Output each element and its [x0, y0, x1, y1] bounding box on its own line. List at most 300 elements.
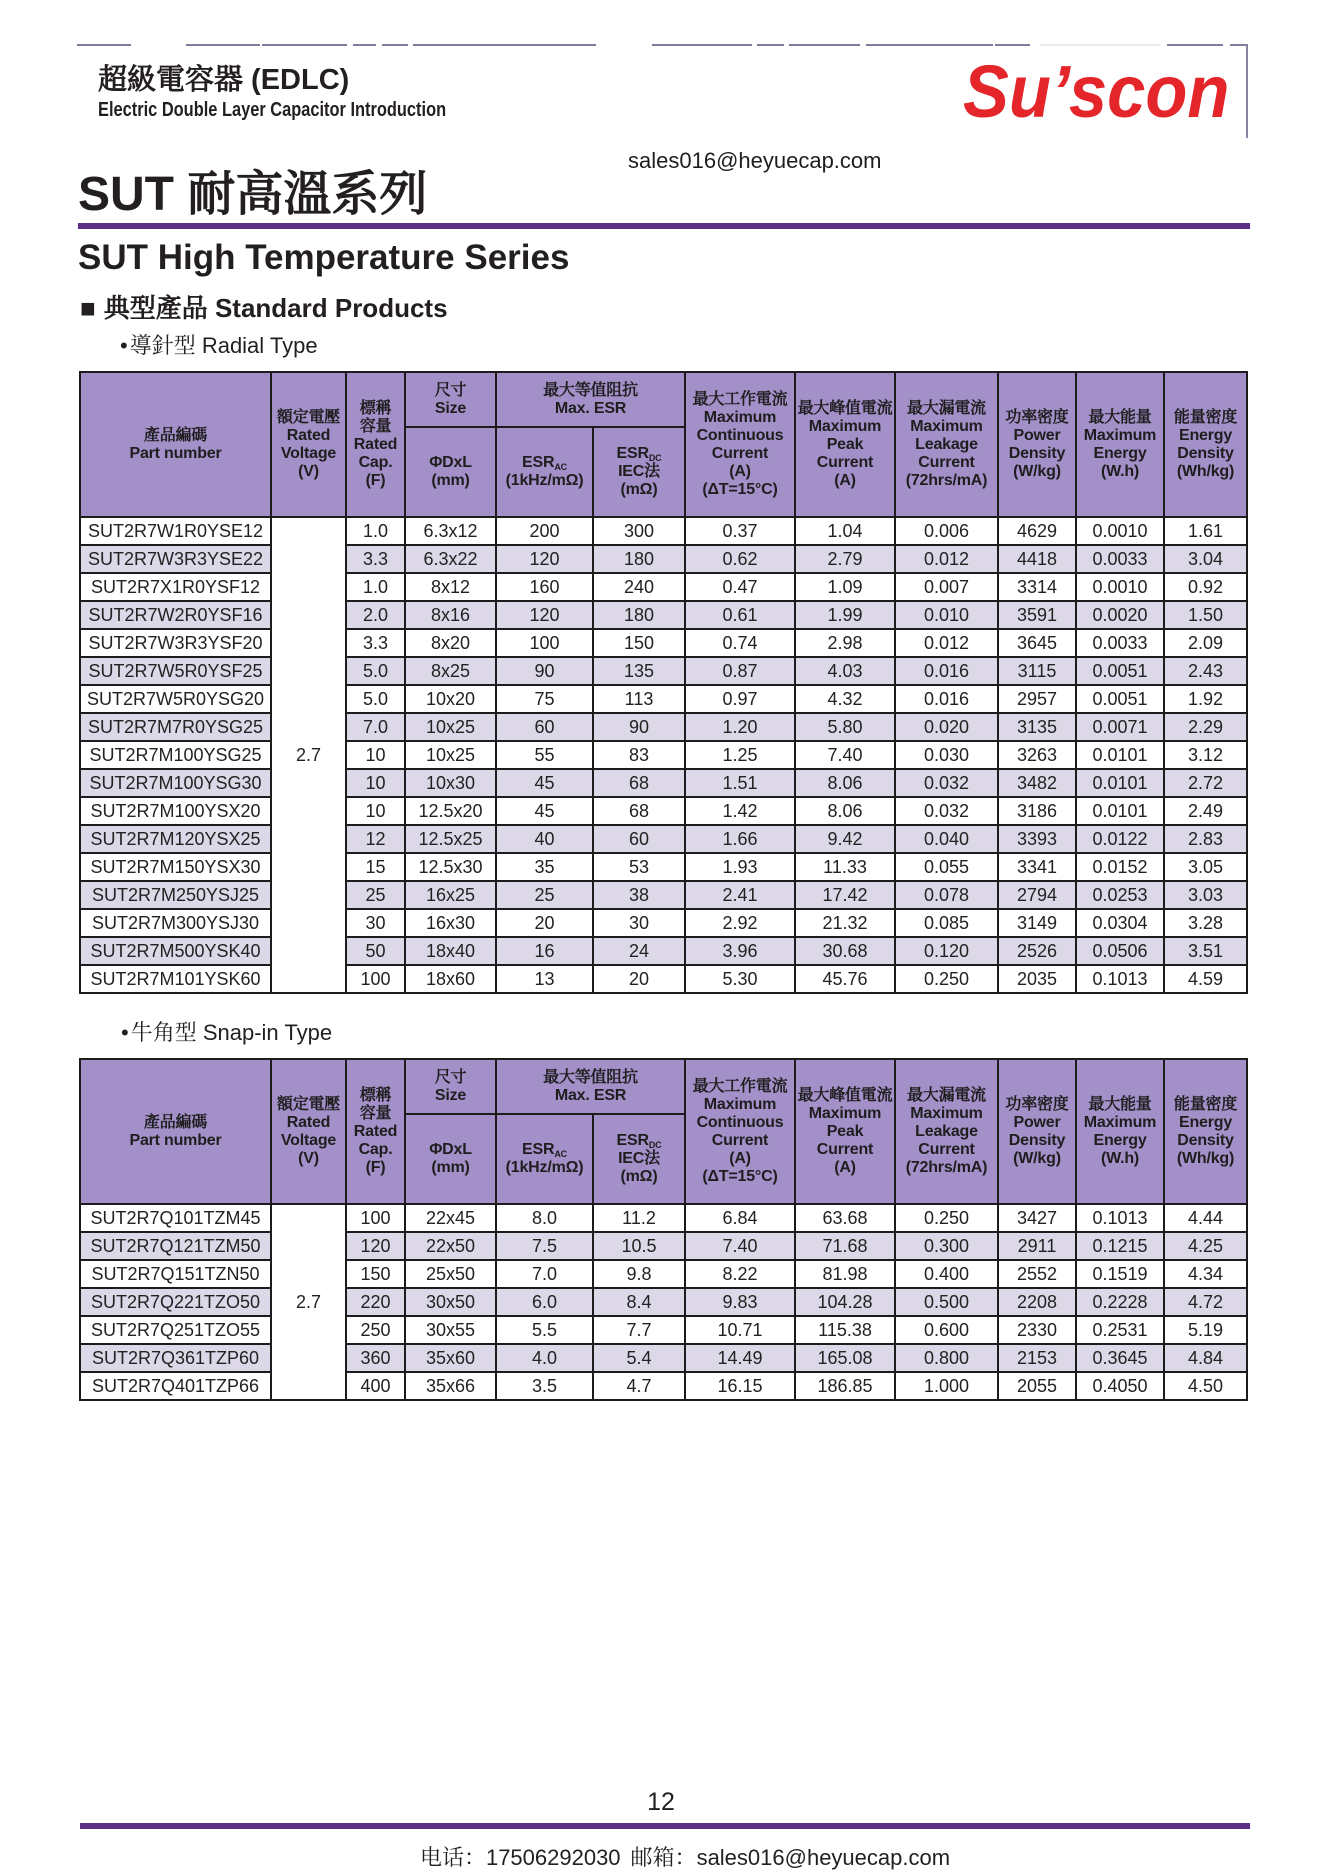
header-label: Maximum	[1083, 426, 1157, 444]
esr-ac: 7.5	[496, 1232, 593, 1260]
max-energy: 0.0010	[1076, 573, 1164, 601]
header-label: (72hrs/mA)	[905, 471, 988, 489]
rule-segment	[1040, 44, 1160, 46]
peak-current: 30.68	[795, 937, 895, 965]
header-label: Maximum	[910, 417, 983, 435]
header-label: Rated	[286, 426, 331, 444]
capacitance: 12	[346, 825, 405, 853]
power-density: 2153	[998, 1344, 1076, 1372]
esr-dc: 180	[593, 601, 685, 629]
rule-segment	[77, 44, 131, 46]
continuous-current: 8.22	[685, 1260, 795, 1288]
header-label: (W.h)	[1100, 1149, 1140, 1167]
energy-density: 1.92	[1164, 685, 1247, 713]
energy-density: 2.29	[1164, 713, 1247, 741]
max-energy: 0.0101	[1076, 769, 1164, 797]
power-density: 3186	[998, 797, 1076, 825]
power-density: 2957	[998, 685, 1076, 713]
header-label: 最大能量	[1088, 408, 1152, 426]
header-label: (A)	[729, 1149, 751, 1167]
phone-number: 17506292030	[485, 1845, 621, 1870]
leakage-current: 0.020	[895, 713, 998, 741]
header-label: (mΩ)	[620, 1168, 658, 1185]
continuous-current: 0.62	[685, 545, 795, 573]
esr-ac: 120	[496, 601, 593, 629]
capacitance: 150	[346, 1260, 405, 1288]
col-continuous-current	[685, 1059, 795, 1204]
header-label: (W/kg)	[1013, 1149, 1061, 1167]
peak-current: 1.09	[795, 573, 895, 601]
size: 35x66	[405, 1372, 496, 1400]
esr-dc: 7.7	[593, 1316, 685, 1344]
size: 30x50	[405, 1288, 496, 1316]
power-density: 2055	[998, 1372, 1076, 1400]
section-heading	[80, 295, 448, 321]
header-label: 功率密度	[1005, 1095, 1069, 1113]
continuous-current: 0.87	[685, 657, 795, 685]
leakage-current: 0.040	[895, 825, 998, 853]
energy-density: 2.49	[1164, 797, 1247, 825]
max-energy: 0.0020	[1076, 601, 1164, 629]
table-row	[80, 1260, 1247, 1288]
header-label: Max. ESR	[554, 399, 627, 417]
power-density: 3645	[998, 629, 1076, 657]
header-label: Maximum	[910, 1104, 983, 1122]
table-row	[80, 853, 1247, 881]
snapin-products-table	[79, 1058, 1248, 1401]
part-number: SUT2R7M100YSX20	[80, 797, 271, 825]
max-energy: 0.0051	[1076, 685, 1164, 713]
peak-current: 17.42	[795, 881, 895, 909]
part-number: SUT2R7W5R0YSG20	[80, 685, 271, 713]
header-label: Maximum	[703, 1095, 777, 1113]
esr-ac: 90	[496, 657, 593, 685]
esr-ac: 40	[496, 825, 593, 853]
col-leakage-current	[895, 1059, 998, 1204]
peak-current: 4.32	[795, 685, 895, 713]
header-row	[80, 372, 1247, 427]
part-number: SUT2R7W2R0YSF16	[80, 601, 271, 629]
esr-ac: 5.5	[496, 1316, 593, 1344]
continuous-current: 10.71	[685, 1316, 795, 1344]
esr-ac: 16	[496, 937, 593, 965]
esr-label: ESR	[522, 454, 555, 471]
continuous-current: 0.74	[685, 629, 795, 657]
header-label: Current	[711, 444, 769, 462]
size: 10x30	[405, 769, 496, 797]
continuous-current: 2.92	[685, 909, 795, 937]
max-energy: 0.0122	[1076, 825, 1164, 853]
size: 22x45	[405, 1204, 496, 1232]
power-density: 2794	[998, 881, 1076, 909]
continuous-current: 14.49	[685, 1344, 795, 1372]
header-label: Current	[816, 453, 874, 471]
part-number: SUT2R7Q251TZO55	[80, 1316, 271, 1344]
header-label: (72hrs/mA)	[905, 1158, 988, 1176]
table-row	[80, 1288, 1247, 1316]
size: 6.3x22	[405, 545, 496, 573]
esr-dc: 24	[593, 937, 685, 965]
leakage-current: 1.000	[895, 1372, 998, 1400]
leakage-current: 0.078	[895, 881, 998, 909]
power-density: 2035	[998, 965, 1076, 993]
header-label: (ΔT=15°C)	[702, 1167, 778, 1185]
size: 25x50	[405, 1260, 496, 1288]
power-density: 3393	[998, 825, 1076, 853]
max-energy: 0.2531	[1076, 1316, 1164, 1344]
part-number: SUT2R7M120YSX25	[80, 825, 271, 853]
table-row	[80, 769, 1247, 797]
capacitance: 10	[346, 797, 405, 825]
capacitance: 220	[346, 1288, 405, 1316]
rule-segment	[757, 44, 784, 46]
square-bullet-icon: ■	[80, 293, 96, 323]
header-label: Part number	[129, 444, 222, 462]
table-row	[80, 685, 1247, 713]
esr-ac: 45	[496, 769, 593, 797]
capacitance: 15	[346, 853, 405, 881]
max-energy: 0.0071	[1076, 713, 1164, 741]
part-number: SUT2R7Q151TZN50	[80, 1260, 271, 1288]
header-label: Current	[816, 1140, 874, 1158]
esr-label: ESR	[616, 445, 649, 462]
continuous-current: 16.15	[685, 1372, 795, 1400]
header-label: 容量	[359, 1104, 392, 1122]
power-density: 3263	[998, 741, 1076, 769]
header-label: 額定電壓	[276, 408, 341, 426]
header-label: 產品編碼	[143, 1113, 208, 1131]
capacitance: 7.0	[346, 713, 405, 741]
esr-dc: 135	[593, 657, 685, 685]
power-density: 2208	[998, 1288, 1076, 1316]
size: 8x20	[405, 629, 496, 657]
header-label: Power	[1013, 1113, 1061, 1131]
energy-density: 1.61	[1164, 517, 1247, 545]
esr-dc: 8.4	[593, 1288, 685, 1316]
header-label: (Wh/kg)	[1176, 462, 1235, 480]
col-size-dxl	[405, 1114, 496, 1204]
leakage-current: 0.800	[895, 1344, 998, 1372]
part-number: SUT2R7Q221TZO50	[80, 1288, 271, 1316]
doc-title-cn: 超級電容器 (EDLC)	[98, 64, 350, 96]
header-label: (V)	[298, 1149, 319, 1167]
part-number: SUT2R7M7R0YSG25	[80, 713, 271, 741]
header-label: 能量密度	[1173, 408, 1238, 426]
header-label	[497, 454, 592, 472]
header-vertical-rule	[1246, 44, 1248, 138]
header-label: (1kHz/mΩ)	[505, 1159, 584, 1176]
max-energy: 0.4050	[1076, 1372, 1164, 1400]
esr-dc: 90	[593, 713, 685, 741]
header-label: 最大峰值電流	[797, 399, 893, 417]
esr-ac: 55	[496, 741, 593, 769]
max-energy: 0.1013	[1076, 1204, 1164, 1232]
peak-current: 8.06	[795, 769, 895, 797]
col-part-number	[80, 372, 271, 517]
size: 6.3x12	[405, 517, 496, 545]
power-density: 2330	[998, 1316, 1076, 1344]
col-continuous-current	[685, 372, 795, 517]
snapin-type-label	[121, 1022, 332, 1044]
rule-segment	[382, 44, 408, 46]
size: 22x50	[405, 1232, 496, 1260]
header-label: Leakage	[915, 1122, 978, 1140]
size: 35x60	[405, 1344, 496, 1372]
peak-current: 63.68	[795, 1204, 895, 1232]
header-label: (V)	[298, 462, 319, 480]
header-label: Energy	[1093, 444, 1147, 462]
esr-dc: 300	[593, 517, 685, 545]
size: 10x25	[405, 713, 496, 741]
leakage-current: 0.300	[895, 1232, 998, 1260]
header-label: Rated	[353, 1122, 398, 1140]
peak-current: 1.04	[795, 517, 895, 545]
esr-subscript: AC	[554, 1149, 567, 1159]
leakage-current: 0.030	[895, 741, 998, 769]
capacitance: 3.3	[346, 629, 405, 657]
size: 8x25	[405, 657, 496, 685]
power-density: 3135	[998, 713, 1076, 741]
power-density: 3314	[998, 573, 1076, 601]
max-energy: 0.0010	[1076, 517, 1164, 545]
header-label: 標稱	[359, 1086, 392, 1104]
peak-current: 81.98	[795, 1260, 895, 1288]
max-energy: 0.0101	[1076, 741, 1164, 769]
rule-segment	[1167, 44, 1223, 46]
part-number: SUT2R7W3R3YSE22	[80, 545, 271, 573]
esr-dc: 20	[593, 965, 685, 993]
esr-subscript: DC	[648, 1140, 662, 1150]
header-label: Max. ESR	[554, 1086, 627, 1104]
table-row	[80, 601, 1247, 629]
peak-current: 165.08	[795, 1344, 895, 1372]
header-label: Continuous	[696, 426, 784, 444]
header-label: 最大工作電流	[692, 390, 788, 408]
col-leakage-current	[895, 372, 998, 517]
esr-ac: 45	[496, 797, 593, 825]
energy-density: 3.28	[1164, 909, 1247, 937]
col-rated-voltage	[271, 372, 346, 517]
capacitance: 3.3	[346, 545, 405, 573]
table-row	[80, 517, 1247, 545]
footer-email: sales016@heyuecap.com	[696, 1845, 951, 1870]
header-label: (F)	[365, 471, 386, 489]
power-density: 3149	[998, 909, 1076, 937]
power-density: 3115	[998, 657, 1076, 685]
header-label: Energy	[1178, 426, 1233, 444]
col-part-number	[80, 1059, 271, 1204]
col-max-energy	[1076, 1059, 1164, 1204]
capacitance: 250	[346, 1316, 405, 1344]
phone-label: 电话：	[419, 1845, 486, 1870]
header-label: Size	[434, 1086, 467, 1104]
col-energy-density	[1164, 1059, 1247, 1204]
col-esr-group	[496, 1059, 685, 1114]
leakage-current: 0.400	[895, 1260, 998, 1288]
header-label: Density	[1177, 444, 1234, 462]
part-number: SUT2R7Q401TZP66	[80, 1372, 271, 1400]
header-label: Peak	[826, 435, 864, 453]
max-energy: 0.0051	[1076, 657, 1164, 685]
header-label: Density	[1008, 1131, 1066, 1149]
esr-ac: 200	[496, 517, 593, 545]
header-label	[594, 1132, 684, 1150]
leakage-current: 0.055	[895, 853, 998, 881]
brand-logo: Su’scon	[963, 50, 1230, 133]
header-label: 功率密度	[1005, 408, 1069, 426]
esr-dc: 11.2	[593, 1204, 685, 1232]
energy-density: 1.50	[1164, 601, 1247, 629]
peak-current: 115.38	[795, 1316, 895, 1344]
header-label: 最大等值阻抗	[543, 1068, 638, 1086]
footer-rule	[80, 1823, 1250, 1829]
continuous-current: 1.25	[685, 741, 795, 769]
table-row	[80, 713, 1247, 741]
esr-dc: 5.4	[593, 1344, 685, 1372]
header-label: (mΩ)	[620, 481, 658, 498]
header-label: 尺寸	[434, 381, 467, 399]
leakage-current: 0.032	[895, 797, 998, 825]
peak-current: 9.42	[795, 825, 895, 853]
header-label: (1kHz/mΩ)	[505, 472, 584, 489]
capacitance: 1.0	[346, 517, 405, 545]
esr-dc: 83	[593, 741, 685, 769]
esr-dc: 240	[593, 573, 685, 601]
header-label: 能量密度	[1173, 1095, 1238, 1113]
table-row	[80, 965, 1247, 993]
size: 12.5x25	[405, 825, 496, 853]
capacitance: 120	[346, 1232, 405, 1260]
max-energy: 0.0304	[1076, 909, 1164, 937]
size: 16x30	[405, 909, 496, 937]
table-row	[80, 881, 1247, 909]
peak-current: 71.68	[795, 1232, 895, 1260]
footer-contact	[385, 1847, 985, 1869]
capacitance: 400	[346, 1372, 405, 1400]
bullet-icon: •	[120, 333, 128, 358]
header-label: Rated	[353, 435, 398, 453]
energy-density: 4.59	[1164, 965, 1247, 993]
power-density: 3591	[998, 601, 1076, 629]
col-esr-ac	[496, 427, 593, 517]
header-label	[594, 445, 684, 463]
peak-current: 7.40	[795, 741, 895, 769]
table-row	[80, 825, 1247, 853]
capacitance: 5.0	[346, 685, 405, 713]
table-row	[80, 741, 1247, 769]
table-row	[80, 909, 1247, 937]
max-energy: 0.0152	[1076, 853, 1164, 881]
part-number: SUT2R7M250YSJ25	[80, 881, 271, 909]
capacitance: 50	[346, 937, 405, 965]
size: 30x55	[405, 1316, 496, 1344]
continuous-current: 2.41	[685, 881, 795, 909]
esr-ac: 8.0	[496, 1204, 593, 1232]
rule-segment	[789, 44, 860, 46]
leakage-current: 0.600	[895, 1316, 998, 1344]
max-energy: 0.0033	[1076, 629, 1164, 657]
esr-ac: 7.0	[496, 1260, 593, 1288]
col-esr-group	[496, 372, 685, 427]
power-density: 4629	[998, 517, 1076, 545]
col-peak-current	[795, 1059, 895, 1204]
rule-segment	[995, 44, 1030, 46]
esr-ac: 25	[496, 881, 593, 909]
page-title: SUT 耐高溫系列	[78, 168, 428, 221]
part-number: SUT2R7M100YSG25	[80, 741, 271, 769]
header-label: Density	[1177, 1131, 1234, 1149]
leakage-current: 0.250	[895, 1204, 998, 1232]
header-label: (Wh/kg)	[1176, 1149, 1235, 1167]
part-number: SUT2R7Q361TZP60	[80, 1344, 271, 1372]
max-energy: 0.0253	[1076, 881, 1164, 909]
col-power-density	[998, 1059, 1076, 1204]
esr-dc: 10.5	[593, 1232, 685, 1260]
header-label: Peak	[826, 1122, 864, 1140]
continuous-current: 7.40	[685, 1232, 795, 1260]
capacitance: 5.0	[346, 657, 405, 685]
size: 16x25	[405, 881, 496, 909]
max-energy: 0.2228	[1076, 1288, 1164, 1316]
capacitance: 25	[346, 881, 405, 909]
energy-density: 5.19	[1164, 1316, 1247, 1344]
header-label: Rated	[286, 1113, 331, 1131]
peak-current: 186.85	[795, 1372, 895, 1400]
energy-density: 3.05	[1164, 853, 1247, 881]
header-label: Current	[711, 1131, 769, 1149]
power-density: 2552	[998, 1260, 1076, 1288]
col-size-dxl	[405, 427, 496, 517]
email-label: 邮箱：	[630, 1845, 697, 1870]
max-energy: 0.1215	[1076, 1232, 1164, 1260]
esr-label: ESR	[522, 1141, 555, 1158]
peak-current: 104.28	[795, 1288, 895, 1316]
esr-ac: 100	[496, 629, 593, 657]
header-label: Maximum	[1083, 1113, 1157, 1131]
header-label: Maximum	[703, 408, 777, 426]
leakage-current: 0.085	[895, 909, 998, 937]
esr-ac: 160	[496, 573, 593, 601]
capacitance: 100	[346, 1204, 405, 1232]
header-label: Current	[918, 453, 975, 471]
header-label: (A)	[729, 462, 751, 480]
rule-segment	[652, 44, 752, 46]
esr-dc: 113	[593, 685, 685, 713]
table-row	[80, 1204, 1247, 1232]
header-label: Maximum	[808, 1104, 882, 1122]
col-size-group	[405, 372, 496, 427]
power-density: 2526	[998, 937, 1076, 965]
esr-dc: 68	[593, 769, 685, 797]
header-label: IEC法	[618, 463, 660, 480]
continuous-current: 1.66	[685, 825, 795, 853]
esr-subscript: DC	[648, 453, 662, 463]
rule-segment	[413, 44, 596, 46]
esr-ac: 4.0	[496, 1344, 593, 1372]
leakage-current: 0.006	[895, 517, 998, 545]
leakage-current: 0.016	[895, 657, 998, 685]
power-density: 3427	[998, 1204, 1076, 1232]
size: 10x20	[405, 685, 496, 713]
power-density: 3482	[998, 769, 1076, 797]
energy-density: 3.12	[1164, 741, 1247, 769]
continuous-current: 9.83	[685, 1288, 795, 1316]
col-rated-voltage	[271, 1059, 346, 1204]
part-number: SUT2R7X1R0YSF12	[80, 573, 271, 601]
part-number: SUT2R7W1R0YSE12	[80, 517, 271, 545]
part-number: SUT2R7M150YSX30	[80, 853, 271, 881]
esr-ac: 6.0	[496, 1288, 593, 1316]
